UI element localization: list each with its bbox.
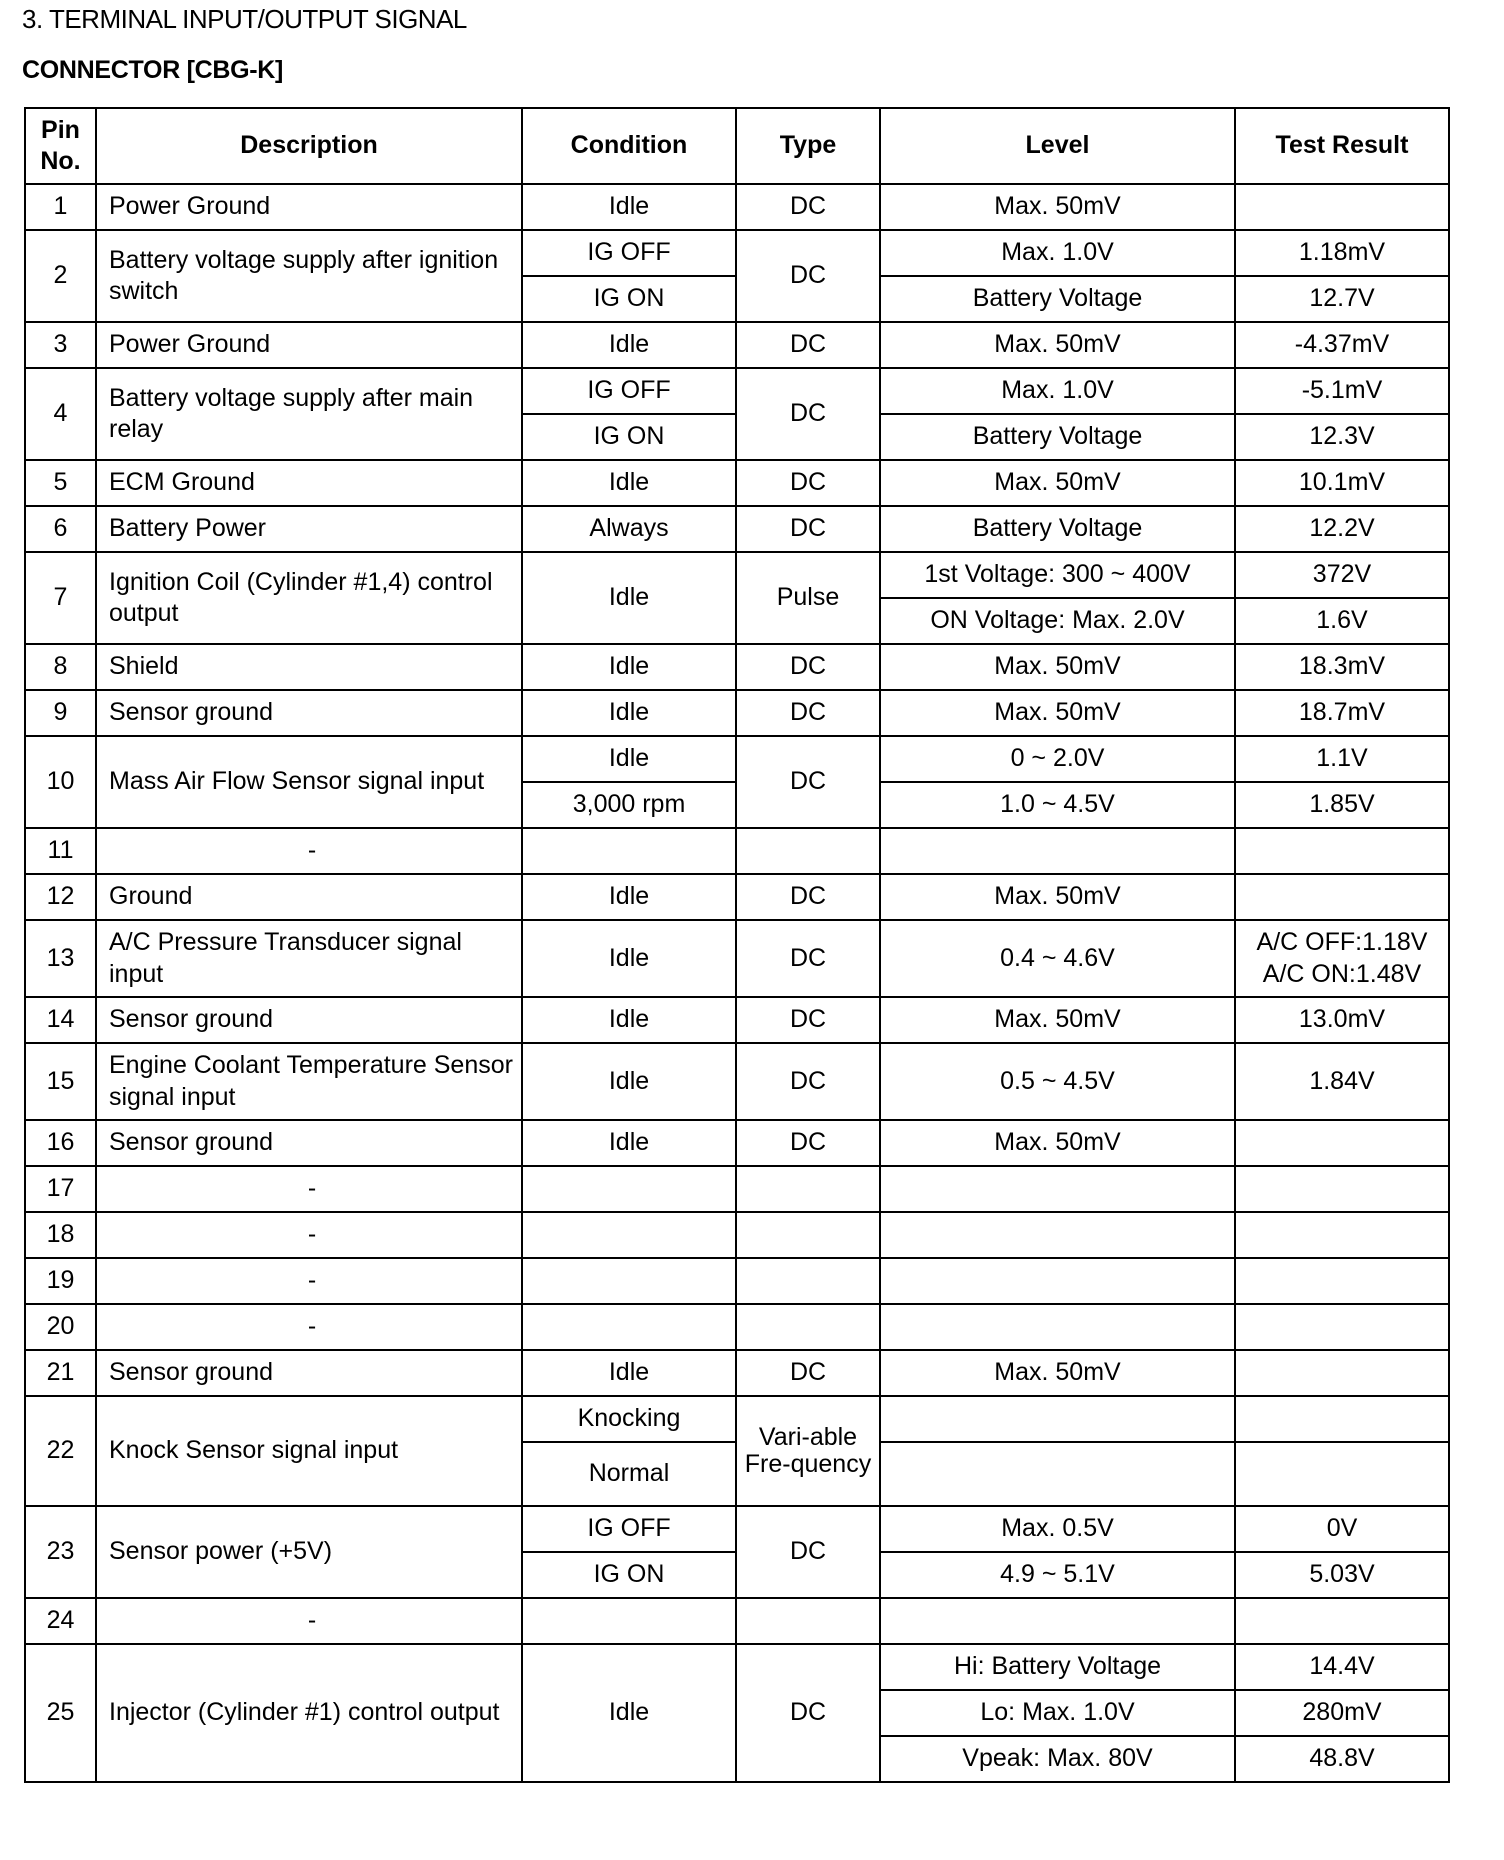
pin-description: Sensor power (+5V) (96, 1506, 522, 1598)
pin-description: Sensor ground (96, 1120, 522, 1166)
test-result (1235, 1166, 1449, 1212)
test-result: -5.1mV (1235, 368, 1449, 414)
pin-description: Battery voltage supply after ignition switch (96, 230, 522, 322)
test-result: 5.03V (1235, 1552, 1449, 1598)
table-row (25, 552, 1449, 598)
table-row (25, 1120, 1449, 1166)
table-row (25, 690, 1449, 736)
pin-number: 11 (25, 828, 96, 874)
pin-number: 15 (25, 1043, 96, 1120)
condition (522, 1258, 736, 1304)
test-result (1235, 184, 1449, 230)
condition (522, 828, 736, 874)
level: 0.4 ~ 4.6V (880, 920, 1235, 997)
level (880, 828, 1235, 874)
level (880, 1396, 1235, 1442)
pin-number: 7 (25, 552, 96, 644)
test-result: 48.8V (1235, 1736, 1449, 1782)
pin-number: 14 (25, 997, 96, 1043)
pin-description: Ground (96, 874, 522, 920)
test-result: 14.4V (1235, 1644, 1449, 1690)
level: Lo: Max. 1.0V (880, 1690, 1235, 1736)
level: Max. 50mV (880, 460, 1235, 506)
condition: Idle (522, 997, 736, 1043)
table-row (25, 1258, 1449, 1304)
level (880, 1166, 1235, 1212)
terminal-signal-table (24, 107, 1450, 1783)
condition: Idle (522, 552, 736, 644)
signal-type (736, 1212, 880, 1258)
table-row (25, 920, 1449, 997)
test-result: 12.3V (1235, 414, 1449, 460)
pin-description: - (96, 1258, 522, 1304)
table-row (25, 1598, 1449, 1644)
pin-number: 17 (25, 1166, 96, 1212)
condition: Idle (522, 920, 736, 997)
test-result (1235, 1442, 1449, 1506)
pin-number: 10 (25, 736, 96, 828)
table-header-row (25, 108, 1449, 184)
condition: IG OFF (522, 368, 736, 414)
level: Max. 50mV (880, 997, 1235, 1043)
pin-number: 25 (25, 1644, 96, 1782)
test-result: -4.37mV (1235, 322, 1449, 368)
test-result: 18.3mV (1235, 644, 1449, 690)
condition: IG ON (522, 414, 736, 460)
condition: Idle (522, 460, 736, 506)
header-level: Level (880, 108, 1235, 184)
test-result (1235, 1350, 1449, 1396)
signal-type: DC (736, 1506, 880, 1598)
pin-number: 12 (25, 874, 96, 920)
signal-type: DC (736, 230, 880, 322)
condition (522, 1598, 736, 1644)
level: Battery Voltage (880, 276, 1235, 322)
pin-description: Engine Coolant Temperature Sensor signal input (96, 1043, 522, 1120)
level: Max. 50mV (880, 322, 1235, 368)
test-result: A/C OFF:1.18V A/C ON:1.48V (1235, 920, 1449, 997)
table-row (25, 322, 1449, 368)
condition: Idle (522, 690, 736, 736)
signal-type (736, 1258, 880, 1304)
pin-number: 8 (25, 644, 96, 690)
signal-type: DC (736, 506, 880, 552)
level: 1st Voltage: 300 ~ 400V (880, 552, 1235, 598)
table-row (25, 1506, 1449, 1552)
test-result (1235, 1598, 1449, 1644)
table-row (25, 1350, 1449, 1396)
test-result: 18.7mV (1235, 690, 1449, 736)
level: Max. 50mV (880, 874, 1235, 920)
condition: Idle (522, 1120, 736, 1166)
table-row (25, 1212, 1449, 1258)
signal-type: DC (736, 1043, 880, 1120)
table-row (25, 736, 1449, 782)
level: Max. 50mV (880, 644, 1235, 690)
pin-number: 5 (25, 460, 96, 506)
signal-type: DC (736, 368, 880, 460)
test-result: 1.1V (1235, 736, 1449, 782)
pin-description: Injector (Cylinder #1) control output (96, 1644, 522, 1782)
test-result: 1.18mV (1235, 230, 1449, 276)
level: 0 ~ 2.0V (880, 736, 1235, 782)
test-result (1235, 1304, 1449, 1350)
test-result: 13.0mV (1235, 997, 1449, 1043)
pin-description: A/C Pressure Transducer signal input (96, 920, 522, 997)
pin-number: 24 (25, 1598, 96, 1644)
pin-number: 20 (25, 1304, 96, 1350)
table-row (25, 1396, 1449, 1442)
pin-description: - (96, 1166, 522, 1212)
test-result (1235, 1258, 1449, 1304)
test-result: 10.1mV (1235, 460, 1449, 506)
pin-description: ECM Ground (96, 460, 522, 506)
signal-type (736, 1166, 880, 1212)
level (880, 1304, 1235, 1350)
table-row (25, 1304, 1449, 1350)
pin-description: Sensor ground (96, 997, 522, 1043)
condition: Idle (522, 874, 736, 920)
level: Max. 50mV (880, 1120, 1235, 1166)
signal-type: DC (736, 690, 880, 736)
pin-number: 2 (25, 230, 96, 322)
test-result (1235, 874, 1449, 920)
pin-number: 19 (25, 1258, 96, 1304)
connector-title: CONNECTOR [CBG-K] (22, 56, 284, 84)
condition (522, 1304, 736, 1350)
header-type: Type (736, 108, 880, 184)
table-row (25, 460, 1449, 506)
level: Max. 0.5V (880, 1506, 1235, 1552)
signal-type: DC (736, 322, 880, 368)
table-row (25, 874, 1449, 920)
condition: Idle (522, 184, 736, 230)
pin-number: 9 (25, 690, 96, 736)
test-result: 12.7V (1235, 276, 1449, 322)
condition: Always (522, 506, 736, 552)
level (880, 1212, 1235, 1258)
condition: Normal (522, 1442, 736, 1506)
pin-description: - (96, 1304, 522, 1350)
signal-type: DC (736, 644, 880, 690)
signal-type: DC (736, 920, 880, 997)
pin-description: Ignition Coil (Cylinder #1,4) control output (96, 552, 522, 644)
pin-description: Sensor ground (96, 1350, 522, 1396)
table-row (25, 230, 1449, 276)
table-row (25, 644, 1449, 690)
test-result: 372V (1235, 552, 1449, 598)
pin-number: 6 (25, 506, 96, 552)
header-test-result: Test Result (1235, 108, 1449, 184)
table-row (25, 828, 1449, 874)
header-pin: Pin No. (25, 108, 96, 184)
header-description: Description (96, 108, 522, 184)
pin-description: - (96, 1212, 522, 1258)
condition: Idle (522, 1043, 736, 1120)
signal-type: DC (736, 1350, 880, 1396)
test-result (1235, 1120, 1449, 1166)
condition (522, 1212, 736, 1258)
pin-description: Knock Sensor signal input (96, 1396, 522, 1506)
pin-number: 16 (25, 1120, 96, 1166)
level: 0.5 ~ 4.5V (880, 1043, 1235, 1120)
level: Max. 50mV (880, 184, 1235, 230)
pin-description: - (96, 1598, 522, 1644)
test-result: 1.6V (1235, 598, 1449, 644)
signal-type: DC (736, 736, 880, 828)
level: 1.0 ~ 4.5V (880, 782, 1235, 828)
test-result: 1.84V (1235, 1043, 1449, 1120)
pin-description: Shield (96, 644, 522, 690)
pin-number: 4 (25, 368, 96, 460)
table-row (25, 1166, 1449, 1212)
test-result (1235, 1396, 1449, 1442)
signal-type: DC (736, 184, 880, 230)
test-result (1235, 1212, 1449, 1258)
table-row (25, 506, 1449, 552)
table-row (25, 184, 1449, 230)
condition: IG OFF (522, 1506, 736, 1552)
level (880, 1258, 1235, 1304)
level: Max. 1.0V (880, 368, 1235, 414)
pin-description: Battery voltage supply after main relay (96, 368, 522, 460)
level: Max. 50mV (880, 1350, 1235, 1396)
level: Battery Voltage (880, 414, 1235, 460)
condition: Knocking (522, 1396, 736, 1442)
pin-description: - (96, 828, 522, 874)
level (880, 1598, 1235, 1644)
pin-number: 23 (25, 1506, 96, 1598)
level: ON Voltage: Max. 2.0V (880, 598, 1235, 644)
signal-type (736, 1598, 880, 1644)
signal-type: Pulse (736, 552, 880, 644)
pin-number: 1 (25, 184, 96, 230)
condition (522, 1166, 736, 1212)
table-row (25, 1644, 1449, 1690)
condition: Idle (522, 736, 736, 782)
table-row (25, 997, 1449, 1043)
signal-type: DC (736, 874, 880, 920)
pin-number: 13 (25, 920, 96, 997)
level: Hi: Battery Voltage (880, 1644, 1235, 1690)
condition: Idle (522, 1350, 736, 1396)
table-row (25, 1043, 1449, 1120)
test-result: 1.85V (1235, 782, 1449, 828)
level: Battery Voltage (880, 506, 1235, 552)
signal-type (736, 1304, 880, 1350)
condition: 3,000 rpm (522, 782, 736, 828)
pin-number: 21 (25, 1350, 96, 1396)
condition: Idle (522, 322, 736, 368)
test-result: 0V (1235, 1506, 1449, 1552)
condition: IG ON (522, 1552, 736, 1598)
pin-number: 18 (25, 1212, 96, 1258)
condition: Idle (522, 1644, 736, 1782)
section-title: 3. TERMINAL INPUT/OUTPUT SIGNAL (22, 4, 467, 34)
signal-type: DC (736, 1644, 880, 1782)
pin-description: Power Ground (96, 184, 522, 230)
signal-type: Vari-able Fre-quency (736, 1396, 880, 1506)
condition: Idle (522, 644, 736, 690)
signal-type: DC (736, 1120, 880, 1166)
header-condition: Condition (522, 108, 736, 184)
test-result: 12.2V (1235, 506, 1449, 552)
pin-number: 3 (25, 322, 96, 368)
pin-number: 22 (25, 1396, 96, 1506)
level: Max. 1.0V (880, 230, 1235, 276)
condition: IG ON (522, 276, 736, 322)
signal-type: DC (736, 460, 880, 506)
signal-type: DC (736, 997, 880, 1043)
level (880, 1442, 1235, 1506)
pin-description: Battery Power (96, 506, 522, 552)
pin-description: Power Ground (96, 322, 522, 368)
table-row (25, 368, 1449, 414)
test-result: 280mV (1235, 1690, 1449, 1736)
pin-description: Mass Air Flow Sensor signal input (96, 736, 522, 828)
level: 4.9 ~ 5.1V (880, 1552, 1235, 1598)
condition: IG OFF (522, 230, 736, 276)
pin-description: Sensor ground (96, 690, 522, 736)
level: Max. 50mV (880, 690, 1235, 736)
test-result (1235, 828, 1449, 874)
level: Vpeak: Max. 80V (880, 1736, 1235, 1782)
signal-type (736, 828, 880, 874)
